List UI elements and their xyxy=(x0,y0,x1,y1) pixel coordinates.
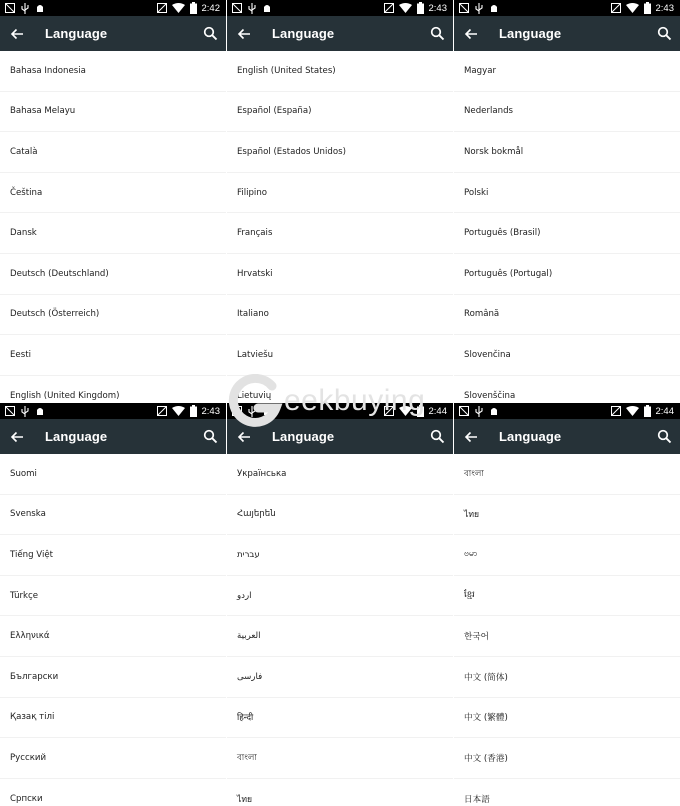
language-item[interactable]: Български xyxy=(0,657,226,698)
language-item[interactable]: ဗမာ xyxy=(454,535,680,576)
arrow-back-icon[interactable] xyxy=(463,26,479,42)
language-item[interactable]: Italiano xyxy=(227,295,453,336)
language-list xyxy=(227,51,453,403)
language-item[interactable]: ไทย xyxy=(227,779,453,806)
wifi-icon xyxy=(172,406,185,416)
page-title: Language xyxy=(272,429,335,444)
language-item[interactable]: Norsk bokmål xyxy=(454,132,680,173)
wifi-icon xyxy=(399,3,412,13)
notification-icon xyxy=(232,3,242,13)
language-list xyxy=(454,454,680,806)
language-item[interactable]: Filipino xyxy=(227,173,453,214)
language-item[interactable]: Slovenčina xyxy=(454,335,680,376)
language-list xyxy=(0,454,226,806)
language-item[interactable]: বাংলা xyxy=(227,738,453,779)
clock: 2:44 xyxy=(428,405,447,417)
language-screen-5 xyxy=(227,403,453,806)
no-sim-icon xyxy=(157,406,167,416)
battery-icon xyxy=(417,2,424,14)
language-list xyxy=(0,51,226,403)
language-item[interactable]: Lietuvių xyxy=(227,376,453,403)
status-bar xyxy=(454,0,680,16)
language-screen-4 xyxy=(0,403,226,806)
notification-icon xyxy=(459,406,469,416)
language-item[interactable]: Српски xyxy=(0,779,226,806)
no-sim-icon xyxy=(384,406,394,416)
language-item[interactable]: 한국어 xyxy=(454,616,680,657)
no-sim-icon xyxy=(611,406,621,416)
android-debug-icon xyxy=(35,3,45,14)
status-bar xyxy=(227,0,453,16)
language-item[interactable]: 中文 (香港) xyxy=(454,738,680,779)
android-debug-icon xyxy=(35,406,45,417)
language-list xyxy=(227,454,453,806)
language-item[interactable]: Ελληνικά xyxy=(0,616,226,657)
language-item[interactable]: اردو xyxy=(227,576,453,617)
arrow-back-icon[interactable] xyxy=(9,26,25,42)
usb-icon xyxy=(21,406,29,417)
language-item[interactable]: English (United States) xyxy=(227,51,453,92)
language-item[interactable]: Latviešu xyxy=(227,335,453,376)
language-item[interactable]: Svenska xyxy=(0,495,226,536)
language-item[interactable]: English (United Kingdom) xyxy=(0,376,226,403)
app-toolbar xyxy=(0,16,226,51)
page-title: Language xyxy=(272,26,335,41)
status-bar xyxy=(0,0,226,16)
clock: 2:43 xyxy=(201,405,220,417)
status-bar xyxy=(0,403,226,419)
search-icon[interactable] xyxy=(657,429,672,444)
language-item[interactable]: ខ្មែរ xyxy=(454,576,680,617)
language-item[interactable]: Français xyxy=(227,213,453,254)
android-debug-icon xyxy=(262,406,272,417)
language-item[interactable]: Hrvatski xyxy=(227,254,453,295)
search-icon[interactable] xyxy=(657,26,672,41)
usb-icon xyxy=(475,3,483,14)
language-item[interactable]: 中文 (简体) xyxy=(454,657,680,698)
notification-icon xyxy=(5,406,15,416)
battery-icon xyxy=(417,405,424,417)
language-list xyxy=(454,51,680,403)
language-item[interactable]: Polski xyxy=(454,173,680,214)
language-item[interactable]: Eesti xyxy=(0,335,226,376)
language-item[interactable]: العربية xyxy=(227,616,453,657)
language-item[interactable]: فارسی xyxy=(227,657,453,698)
language-item[interactable]: Suomi xyxy=(0,454,226,495)
android-debug-icon xyxy=(489,406,499,417)
language-item[interactable]: বাংলা xyxy=(454,454,680,495)
notification-icon xyxy=(232,406,242,416)
language-item[interactable]: 中文 (繁體) xyxy=(454,698,680,739)
status-bar xyxy=(454,403,680,419)
usb-icon xyxy=(21,3,29,14)
language-screen-6 xyxy=(454,403,680,806)
search-icon[interactable] xyxy=(203,26,218,41)
language-item[interactable]: Deutsch (Österreich) xyxy=(0,295,226,336)
no-sim-icon xyxy=(157,3,167,13)
language-item[interactable]: Español (Estados Unidos) xyxy=(227,132,453,173)
clock: 2:42 xyxy=(201,2,220,14)
usb-icon xyxy=(248,406,256,417)
battery-icon xyxy=(190,2,197,14)
notification-icon xyxy=(459,3,469,13)
language-item[interactable]: Magyar xyxy=(454,51,680,92)
language-item[interactable]: Nederlands xyxy=(454,92,680,133)
no-sim-icon xyxy=(384,3,394,13)
search-icon[interactable] xyxy=(430,429,445,444)
search-icon[interactable] xyxy=(430,26,445,41)
wifi-icon xyxy=(399,406,412,416)
language-item[interactable]: עברית xyxy=(227,535,453,576)
android-debug-icon xyxy=(489,3,499,14)
language-item[interactable]: Čeština xyxy=(0,173,226,214)
battery-icon xyxy=(644,2,651,14)
status-bar xyxy=(227,403,453,419)
wifi-icon xyxy=(626,3,639,13)
notification-icon xyxy=(5,3,15,13)
language-item[interactable]: Русский xyxy=(0,738,226,779)
clock: 2:43 xyxy=(428,2,447,14)
language-item[interactable]: Tiếng Việt xyxy=(0,535,226,576)
language-item[interactable]: Română xyxy=(454,295,680,336)
language-item[interactable]: 日本語 xyxy=(454,779,680,806)
language-item[interactable]: Bahasa Melayu xyxy=(0,92,226,133)
arrow-back-icon[interactable] xyxy=(236,26,252,42)
language-item[interactable]: Українська xyxy=(227,454,453,495)
language-item[interactable]: Dansk xyxy=(0,213,226,254)
language-item[interactable]: Bahasa Indonesia xyxy=(0,51,226,92)
language-item[interactable]: Português (Brasil) xyxy=(454,213,680,254)
android-debug-icon xyxy=(262,3,272,14)
language-item[interactable]: ไทย xyxy=(454,495,680,536)
language-screen-2 xyxy=(227,0,453,403)
page-title: Language xyxy=(45,26,108,41)
no-sim-icon xyxy=(611,3,621,13)
app-toolbar xyxy=(0,419,226,454)
clock: 2:43 xyxy=(655,2,674,14)
battery-icon xyxy=(190,405,197,417)
language-screen-3 xyxy=(454,0,680,403)
language-item[interactable]: Português (Portugal) xyxy=(454,254,680,295)
app-toolbar xyxy=(454,419,680,454)
clock: 2:44 xyxy=(655,405,674,417)
language-item[interactable]: हिन्दी xyxy=(227,698,453,739)
wifi-icon xyxy=(626,406,639,416)
battery-icon xyxy=(644,405,651,417)
app-toolbar xyxy=(454,16,680,51)
language-item[interactable]: Español (España) xyxy=(227,92,453,133)
usb-icon xyxy=(475,406,483,417)
watermark-text: eekbuying xyxy=(284,384,426,417)
language-item[interactable]: Slovenščina xyxy=(454,376,680,403)
language-item[interactable]: Türkçe xyxy=(0,576,226,617)
page-title: Language xyxy=(499,26,562,41)
page-title: Language xyxy=(45,429,108,444)
arrow-back-icon[interactable] xyxy=(9,429,25,445)
page-title: Language xyxy=(499,429,562,444)
app-toolbar xyxy=(227,419,453,454)
language-item[interactable]: Հայերեն xyxy=(227,495,453,536)
search-icon[interactable] xyxy=(203,429,218,444)
language-item[interactable]: Deutsch (Deutschland) xyxy=(0,254,226,295)
arrow-back-icon[interactable] xyxy=(463,429,479,445)
app-toolbar xyxy=(227,16,453,51)
language-item[interactable]: Català xyxy=(0,132,226,173)
wifi-icon xyxy=(172,3,185,13)
language-item[interactable]: Қазақ тілі xyxy=(0,698,226,739)
arrow-back-icon[interactable] xyxy=(236,429,252,445)
language-screen-1 xyxy=(0,0,226,403)
usb-icon xyxy=(248,3,256,14)
